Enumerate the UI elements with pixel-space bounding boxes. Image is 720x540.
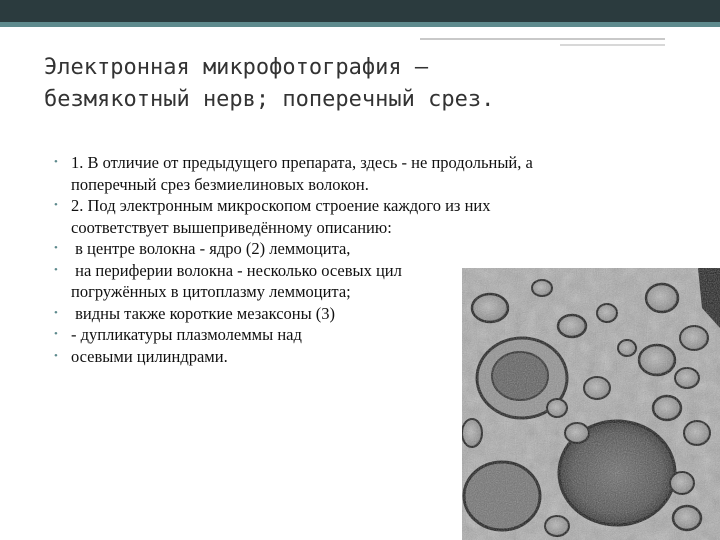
header-decor-line-2 xyxy=(560,44,665,46)
bullet-dot-icon: • xyxy=(54,328,58,340)
bullet-text-line: на периферии волокна - несколько осевых цил xyxy=(71,260,402,280)
bullet-text-line: поперечный срез безмиелиновых волокон. xyxy=(71,174,369,194)
slide-title xyxy=(44,52,664,116)
bullet-item xyxy=(54,260,654,303)
bullet-item xyxy=(54,303,654,325)
slide-title-line-2: безмякотный нерв; поперечный срез. xyxy=(44,87,495,112)
bullet-item xyxy=(54,238,654,260)
bullet-item xyxy=(54,195,654,238)
header-accent-bar xyxy=(0,22,720,27)
bullet-dot-icon: • xyxy=(54,156,58,168)
bullet-list xyxy=(54,152,654,367)
bullet-item xyxy=(54,152,654,195)
bullet-text-line: в центре волокна - ядро (2) леммоцита, xyxy=(71,239,351,258)
bullet-text-line: видны также короткие мезаксоны (3) xyxy=(71,303,336,323)
bullet-item xyxy=(54,324,654,346)
bullet-dot-icon: • xyxy=(54,349,58,362)
slide-title-line-1: Электронная микрофотография – xyxy=(44,55,429,80)
bullet-item xyxy=(54,346,654,368)
header-bar xyxy=(0,0,720,22)
bullet-text-line: 2. Под электронным микроскопом строение каждого из них xyxy=(71,196,491,215)
bullet-dot-icon: • xyxy=(54,199,58,211)
bullet-text-line: осевыми цилиндрами. xyxy=(71,346,228,366)
bullet-text-line: - дупликатуры плазмолеммы над xyxy=(71,325,302,344)
bullet-text-line: 1. В отличие от предыдущего препарата, здесь - не продольный, а xyxy=(71,153,533,172)
bullet-dot-icon: • xyxy=(54,306,58,319)
bullet-text-line: соответствует вышеприведённому описанию: xyxy=(71,217,392,237)
bullet-dot-icon: • xyxy=(54,242,58,254)
bullet-text-line: погружённых в цитоплазму леммоцита; xyxy=(71,282,351,301)
bullet-dot-icon: • xyxy=(54,263,58,276)
header-decor-line-1 xyxy=(420,38,665,40)
